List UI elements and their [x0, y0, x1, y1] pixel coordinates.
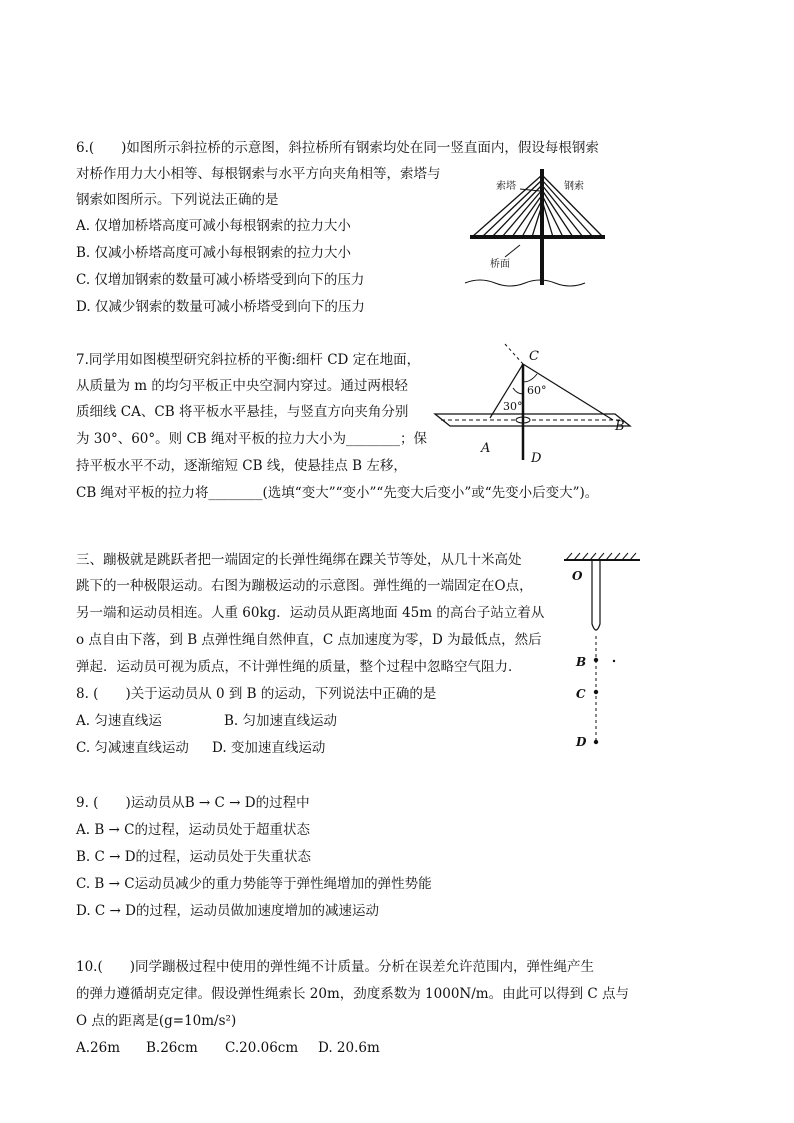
q6-stem-line-3: 钢索如图所示。下列说法正确的是: [76, 192, 279, 208]
q9-stem: 9. ( )运动员从B → C → D的过程中: [76, 795, 310, 811]
deck-pointer: [505, 245, 520, 257]
q6-option-d: D. 仅减少钢索的数量可减小桥塔受到向下的压力: [76, 299, 365, 315]
angle-arc-60: [523, 374, 537, 382]
q8-option-b: B. 匀加速直线运动: [224, 713, 338, 729]
q6-option-c: C. 仅增加钢索的数量可减小桥塔受到向下的压力: [76, 272, 365, 288]
q7-stem-line-6: CB 绳对平板的拉力将________(选填“变大”“变小”“先变大后变小”或“先变小后变大”)。: [76, 485, 599, 501]
q6-stem-line-2: 对桥作用力大小相等、每根钢索与水平方向夹角相等，索塔与: [76, 166, 441, 182]
q6-stem-line-1: 6.( )如图所示斜拉桥的示意图，斜拉桥所有钢索均处在同一竖直面内，假设每根钢索: [76, 140, 599, 156]
q10-option-c: C.20.06cm: [225, 1040, 299, 1056]
q9-option-a: A. B → C的过程，运动员处于超重状态: [76, 822, 310, 838]
q7-stem-line-4: 为 30°、60°。则 CB 绳对平板的拉力大小为________；保: [76, 431, 427, 447]
q8-option-a: A. 匀速直线运: [76, 713, 162, 729]
fig-label-d: D: [531, 451, 542, 466]
point-d-dot: [594, 740, 598, 744]
q7-stem-line-5: 持平板水平不动，逐渐缩短 CB 线，使悬挂点 B 左移，: [76, 458, 407, 474]
q7-stem-line-3: 质细线 CA、CB 将平板水平悬挂，与竖直方向夹角分别: [76, 404, 409, 420]
dashed-extension: [505, 344, 523, 364]
bungee-figure: [562, 552, 642, 752]
fig-label-c: C: [576, 687, 586, 701]
q10-stem-line-3: O 点的距离是(g=10m/s²): [76, 1013, 237, 1029]
fig-label-c: C: [529, 349, 539, 364]
stray-mark: [613, 660, 615, 662]
q7-stem-line-1: 7.同学用如图模型研究斜拉桥的平衡:细杆 CD 定在地面，: [76, 352, 421, 368]
fig-label-a: A: [481, 441, 491, 456]
q6-option-a: A. 仅增加桥塔高度可减小每根钢索的拉力大小: [76, 218, 351, 234]
q10-stem-line-1: 10.( )同学蹦极过程中使用的弹性绳不计质量。分析在误差允许范围内，弹性绳产生: [76, 959, 595, 975]
q10-option-d: D. 20.6m: [318, 1040, 380, 1056]
q8-option-c: C. 匀减速直线运动: [76, 740, 189, 756]
point-b-dot: [594, 658, 598, 662]
q9-option-d: D. C → D的过程，运动员做加速度增加的减速运动: [76, 903, 379, 919]
fig-label-tower: 索塔: [496, 181, 516, 192]
section3-line-2: 跳下的一种极限运动。右图为蹦极运动的示意图。弹性绳的一端固定在O点，: [76, 578, 533, 594]
q8-stem: 8. ( )关于运动员从 0 到 B 的运动，下列说法中正确的是: [76, 686, 437, 702]
angle-arc-30: [513, 388, 523, 394]
fig-label-b: B: [615, 419, 625, 434]
fig-label-deck: 桥面: [490, 259, 510, 270]
fig-label-60: 60°: [527, 384, 547, 397]
fig-label-o: O: [572, 569, 583, 583]
fig-label-d: D: [576, 735, 587, 749]
q9-option-c: C. B → C运动员减少的重力势能等于弹性绳增加的弹性势能: [76, 876, 432, 892]
water-surface: [465, 280, 585, 286]
plate-model-figure: [425, 342, 635, 470]
fig-label-b: B: [576, 655, 587, 669]
section3-line-1: 三、蹦极就是跳跃者把一端固定的长弹性绳绑在踝关节等处，从几十米高处: [76, 552, 522, 568]
q10-stem-line-2: 的弹力遵循胡克定律。假设弹性绳索长 20m，劲度系数为 1000N/m。由此可以得到 C 点与: [76, 986, 629, 1002]
point-c-dot: [594, 690, 598, 694]
fig-label-30: 30°: [503, 400, 523, 413]
fig-label-cable: 钢索: [564, 181, 584, 192]
ceiling-hatch: [566, 553, 636, 560]
folded-rope: [592, 561, 600, 630]
q10-option-a: A.26m: [76, 1040, 121, 1056]
section3-line-4: o 点自由下落，到 B 点弹性绳自然伸直，C 点加速度为零，D 为最低点，然后: [76, 632, 542, 648]
q9-option-b: B. C → D的过程，运动员处于失重状态: [76, 849, 312, 865]
q7-stem-line-2: 从质量为 m 的均匀平板正中央空洞内穿过。通过两根轻: [76, 378, 408, 394]
section3-line-5: 弹起．运动员可视为质点，不计弹性绳的质量，整个过程中忽略空气阻力．: [76, 659, 522, 675]
q10-option-b: B.26cm: [146, 1040, 198, 1056]
cable-stayed-bridge-figure: [460, 165, 610, 290]
section3-line-3: 另一端和运动员相连。人重 60kg．运动员从距离地面 45m 的高台子站立着从: [76, 605, 545, 621]
q6-option-b: B. 仅减小桥塔高度可减小每根钢索的拉力大小: [76, 245, 352, 261]
q8-option-d: D. 变加速直线运动: [212, 740, 326, 756]
